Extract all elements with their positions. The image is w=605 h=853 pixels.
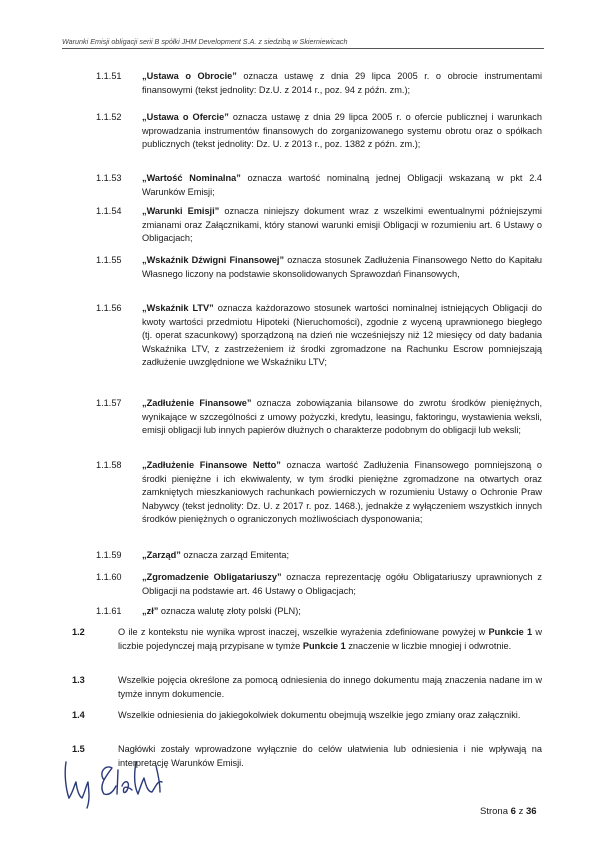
definition-text: oznacza każdorazowo stosunek wartości nominalnej istniejących Obligacji do kwoty wartości przedmiotu Hipoteki (Nieruchomości), zgodnie z wyceną uprawnionego biegłego (tj. operat szacunkowy) sporządzoną na dzień nie wcześniejszy niż 12 miesięcy od daty badania Wskaźnika LTV, z zastrzeżeniem iż środki zgromadzone na Rachunku Escrow pomniejszają zadłużenie uwzględnione we Wskaźniku LTV; [142, 303, 542, 367]
definition-text: oznacza zarząd Emitenta; [180, 550, 290, 560]
definition-text: oznacza ustawę z dnia 29 lipca 2005 r. o obrocie instrumentami finansowymi (tekst jednolity: Dz.U. z 2014 r., poz. 94 z późn. zm.); [142, 71, 543, 95]
definition-1-1-57 [96, 397, 542, 438]
section-reference: Punkcie 1 [488, 627, 533, 637]
definition-term: „Warunki Emisji” [142, 206, 220, 216]
definition-term: „Zgromadzenie Obligatariuszy” [142, 572, 282, 582]
definition-text: oznacza reprezentację ogółu Obligatariuszy uprawnionych z Obligacji na podstawie art. 46 Ustawy o Obligacjach; [142, 572, 542, 596]
definition-1-1-58 [96, 459, 542, 527]
definition-number: 1.1.59 [96, 550, 122, 560]
total-page-count: 36 [525, 806, 537, 817]
page-header: Warunki Emisji obligacji serii B spółki JHM Development S.A. z siedzibą w Skierniewicach [62, 37, 348, 46]
definition-text: oznacza niniejszy dokument wraz z wszelkimi ewentualnymi późniejszymi zmianami oraz Załącznikami, który stanowi warunki emisji Obligacji w rozumieniu art. 6 Ustawy o Obligacjach; [142, 206, 542, 243]
definition-text: oznacza wartość nominalną jednej Obligacji wskazaną w pkt 2.4 Warunków Emisji; [142, 173, 542, 197]
definition-number: 1.1.55 [96, 255, 122, 265]
section-text: w liczbie pojedynczej mają przypisane w tymże [118, 627, 542, 651]
definition-term: „Wartość Nominalna” [142, 173, 241, 183]
definition-number: 1.1.51 [96, 71, 122, 81]
current-page-number: 6 [510, 806, 516, 817]
definition-1-1-56 [96, 302, 542, 370]
definition-term: „Zarząd” [142, 550, 181, 560]
definition-term: „Ustawa o Obrocie” [142, 71, 237, 81]
section-text: O ile z kontekstu nie wynika wprost inaczej, wszelkie wyrażenia zdefiniowane powyżej w [118, 627, 489, 637]
section-text: Nagłówki zostały wprowadzone wyłącznie do celów ułatwienia lub odniesienia i nie wpływają na interpretację Warunków Emisji. [118, 744, 542, 768]
section-text: Wszelkie odniesienia do jakiegokolwiek dokumentu obejmują wszelkie jego zmiany oraz załączniki. [118, 710, 521, 720]
definition-number: 1.1.57 [96, 398, 122, 408]
definition-term: „Ustawa o Ofercie” [142, 112, 229, 122]
definition-1-1-51 [96, 70, 542, 97]
definition-1-1-59 [96, 549, 542, 563]
section-number: 1.3 [72, 675, 85, 685]
definition-number: 1.1.52 [96, 112, 122, 122]
definition-number: 1.1.54 [96, 206, 122, 216]
definition-term: „zł” [142, 606, 159, 616]
section-text: znaczenie w liczbie mnogiej i odwrotnie. [345, 640, 512, 651]
definition-1-1-61 [96, 605, 542, 619]
definition-text: oznacza ustawę z dnia 29 lipca 2005 r. o ofercie publicznej i warunkach wprowadzania instrumentów finansowych do zorganizowanego systemu obrotu oraz o spółkach publicznych (tekst jednolity: Dz. U. z 2013 r., poz. 1382 z późn. zm.); [142, 112, 542, 149]
definition-term: „Zadłużenie Finansowe” [142, 398, 252, 408]
definition-number: 1.1.58 [96, 460, 122, 470]
definition-text: oznacza walutę złoty polski (PLN); [158, 606, 301, 616]
section-text: Wszelkie pojęcia określone za pomocą odniesienia do innego dokumentu mają znaczenia nadane im w tymże innym dokumencie. [118, 675, 542, 699]
definition-1-1-53 [96, 172, 542, 199]
definition-term: „Wskaźnik Dźwigni Finansowej” [142, 255, 285, 265]
definition-number: 1.1.60 [96, 572, 122, 582]
definition-1-1-55 [96, 254, 542, 281]
handwritten-signature [60, 742, 170, 812]
definition-1-1-54 [96, 205, 542, 246]
definition-number: 1.1.53 [96, 173, 122, 183]
definition-number: 1.1.61 [96, 606, 122, 616]
section-number: 1.4 [72, 710, 85, 720]
section-number: 1.2 [72, 627, 85, 637]
definition-1-1-60 [96, 571, 542, 598]
page-footer [480, 806, 537, 817]
section-reference: Punkcie 1 [302, 640, 346, 651]
definition-number: 1.1.56 [96, 303, 122, 313]
section-1-2 [72, 626, 542, 653]
definition-text: oznacza stosunek Zadłużenia Finansowego Netto do Kapitału Własnego liczony na podstawie skonsolidowanych Sprawozdań Finansowych, [142, 255, 542, 279]
section-1-4 [72, 709, 542, 723]
footer-label: Strona [480, 806, 511, 817]
footer-separator: z [515, 806, 526, 817]
definition-text: oznacza wartość Zadłużenia Finansowego pomniejszoną o środki pieniężne i ich ekwiwalenty, w tym środki pieniężne zgromadzone na otwartych oraz zamkniętych mieszkaniowych rachunkach powierniczych w rozumieniu Ustawy o Ochronie Praw Nabywcy (tekst jednolity: Dz. U. z 2017 r. poz. 1468.), jednakże z wyłączeniem wszystkich innych środków pieniężnych o ograniczonych możliwościach dysponowania; [142, 460, 542, 524]
section-1-3 [72, 674, 542, 701]
definition-term: „Wskaźnik LTV” [142, 303, 214, 313]
definition-text: oznacza zobowiązania bilansowe do zwrotu środków pieniężnych, wynikające w szczególności z umowy pożyczki, kredytu, leasingu, faktoringu, wystawienia weksli, emisji obligacji lub innych papierów dłużnych o charakterze podobnym do obligacji lub weksli; [142, 398, 542, 435]
definition-term: „Zadłużenie Finansowe Netto” [142, 460, 281, 470]
header-divider [62, 48, 544, 49]
definition-1-1-52 [96, 111, 542, 152]
section-number: 1.5 [72, 744, 85, 754]
